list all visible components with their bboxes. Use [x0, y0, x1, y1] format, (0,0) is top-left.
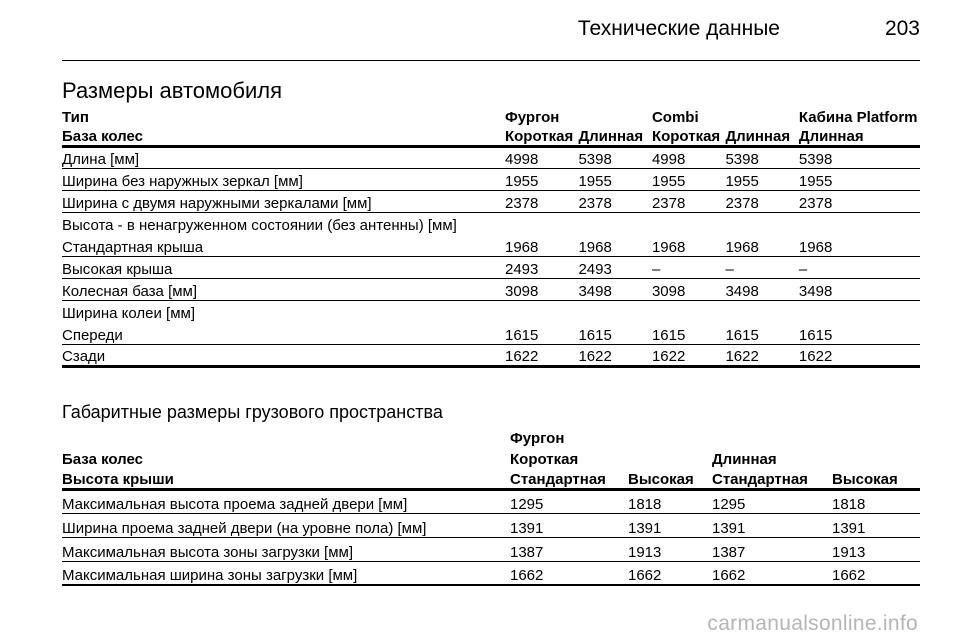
table-cell: 5398 — [578, 146, 651, 168]
table-cell: 1615 — [578, 322, 651, 344]
table-cell: 3098 — [652, 278, 725, 300]
table-cell: 1622 — [578, 344, 651, 366]
table-cell — [652, 212, 725, 234]
table-row — [62, 344, 920, 366]
table-cell: 5398 — [725, 146, 798, 168]
header-cell: Короткая — [505, 126, 578, 146]
header-cell: Фургон — [510, 430, 565, 447]
table-cell: 1955 — [799, 168, 920, 190]
table-cell: 1387 — [712, 537, 832, 561]
table-cell: 3498 — [725, 278, 798, 300]
table-cell: 2378 — [652, 190, 725, 212]
section-title-vehicle-dimensions: Размеры автомобиля — [62, 78, 283, 103]
header-cell — [832, 426, 920, 447]
table-row — [62, 278, 920, 300]
table-header-row — [62, 426, 920, 447]
table-cell — [578, 212, 651, 234]
table-cell: 2378 — [799, 190, 920, 212]
row-label: Ширина колеи [мм] — [62, 305, 195, 322]
watermark: carmanualsonline.info — [707, 612, 918, 635]
table-row — [62, 300, 920, 322]
table-cell: 1622 — [652, 344, 725, 366]
row-label: Спереди — [62, 322, 505, 344]
table-cell: 1615 — [799, 322, 920, 344]
table-cell: 1913 — [832, 537, 920, 561]
table-row — [62, 212, 920, 234]
table-row — [62, 489, 920, 513]
table-row — [62, 513, 920, 537]
table-cell: 3098 — [505, 278, 578, 300]
table-cell: 1391 — [832, 513, 920, 537]
row-label: Стандартная крыша — [62, 234, 505, 256]
table-cell: 1295 — [712, 489, 832, 513]
header-cell: Combi — [651, 109, 699, 126]
header-cell: Тип — [62, 109, 89, 126]
header-cell: Длинная — [725, 126, 798, 146]
header-cell — [578, 106, 651, 126]
table-cell: 5398 — [799, 146, 920, 168]
table-cell — [652, 300, 725, 322]
header-cell — [832, 447, 920, 468]
header-cell: База колес — [62, 126, 505, 146]
table-cell: 1615 — [725, 322, 798, 344]
table-cell: 1391 — [628, 513, 712, 537]
section-title-cargo-dimensions: Габаритные размеры грузового пространства — [62, 402, 443, 422]
table-cell — [505, 300, 578, 322]
table-cell — [505, 212, 578, 234]
table-header-row — [62, 468, 920, 489]
table-cell: 1955 — [725, 168, 798, 190]
table-row — [62, 537, 920, 561]
header-cell: Короткая — [510, 451, 579, 468]
table-cell: 3498 — [578, 278, 651, 300]
table-cell: 1662 — [712, 561, 832, 585]
table-cell: 1968 — [505, 234, 578, 256]
table-cell: 4998 — [505, 146, 578, 168]
page-number: 203 — [884, 17, 920, 40]
page-title: Технические данные — [577, 17, 780, 40]
table-cell: 4998 — [652, 146, 725, 168]
table-cell — [578, 300, 651, 322]
table-cell — [799, 212, 920, 234]
table-cell: – — [799, 256, 920, 278]
row-label: Максимальная ширина зоны загрузки [мм] — [62, 561, 510, 585]
row-label: Длина [мм] — [62, 146, 505, 168]
table-row — [62, 234, 920, 256]
table-cell: 1968 — [652, 234, 725, 256]
table-cell: 1622 — [505, 344, 578, 366]
table-cell — [725, 300, 798, 322]
row-label: Ширина без наружных зеркал [мм] — [62, 168, 505, 190]
header-cell: Высокая — [628, 468, 712, 489]
table-cell: 1955 — [505, 168, 578, 190]
table-header-row — [62, 447, 920, 468]
table-cell — [725, 212, 798, 234]
header-cell: Высокая — [832, 468, 920, 489]
table-row — [62, 190, 920, 212]
header-divider — [62, 60, 920, 61]
table-cell: 1387 — [510, 537, 628, 561]
table-cell: 1615 — [505, 322, 578, 344]
table-cell: 1818 — [832, 489, 920, 513]
header-cell — [628, 447, 712, 468]
table-header-row — [62, 126, 920, 146]
row-label: Максимальная высота проема задней двери [мм] — [62, 489, 510, 513]
table-cell: 1622 — [799, 344, 920, 366]
table-cell: 1968 — [799, 234, 920, 256]
row-label: Сзади — [62, 344, 505, 366]
header-cell: Длинная — [578, 126, 651, 146]
table-cell: 1662 — [510, 561, 628, 585]
table-cell: – — [725, 256, 798, 278]
header-cell: Длинная — [712, 451, 777, 468]
header-cell — [62, 426, 510, 447]
table-cell: 2378 — [578, 190, 651, 212]
header-cell: Стандартная — [712, 468, 832, 489]
table-cell: 1968 — [578, 234, 651, 256]
table-row — [62, 322, 920, 344]
table-cell: 1622 — [725, 344, 798, 366]
header-cell — [628, 426, 712, 447]
page-header — [0, 0, 960, 62]
row-label: Высота - в ненагруженном состоянии (без антенны) [мм] — [62, 217, 457, 234]
row-label: Высокая крыша — [62, 256, 505, 278]
header-cell: Фургон — [504, 109, 560, 126]
table-cell: 2378 — [505, 190, 578, 212]
table-cell: 1662 — [832, 561, 920, 585]
table-cell: 2378 — [725, 190, 798, 212]
table-cell: 1818 — [628, 489, 712, 513]
table-row — [62, 168, 920, 190]
row-label: Максимальная высота зоны загрузки [мм] — [62, 537, 510, 561]
table-cell — [799, 300, 920, 322]
header-cell — [712, 426, 832, 447]
table-cell: 1391 — [510, 513, 628, 537]
table-row — [62, 561, 920, 585]
header-cell: Стандартная — [510, 468, 628, 489]
table-cell: 2493 — [578, 256, 651, 278]
table-cell: 1913 — [628, 537, 712, 561]
table-cell: 1955 — [652, 168, 725, 190]
cargo-dimensions-table — [62, 426, 920, 586]
table-row — [62, 256, 920, 278]
table-row — [62, 146, 920, 168]
vehicle-dimensions-table — [62, 106, 920, 368]
header-cell: База колес — [62, 451, 143, 468]
row-label: Колесная база [мм] — [62, 278, 505, 300]
table-cell: 1295 — [510, 489, 628, 513]
header-cell — [725, 106, 798, 126]
table-cell: 1955 — [578, 168, 651, 190]
table-cell: 3498 — [799, 278, 920, 300]
header-cell: Длинная — [799, 126, 920, 146]
table-cell: 2493 — [505, 256, 578, 278]
header-cell: Высота крыши — [62, 468, 510, 489]
table-header-row — [62, 106, 920, 126]
row-label: Ширина с двумя наружными зеркалами [мм] — [62, 190, 505, 212]
header-cell: Короткая — [652, 126, 725, 146]
table-cell: – — [652, 256, 725, 278]
table-cell: 1615 — [652, 322, 725, 344]
row-label: Ширина проема задней двери (на уровне пола) [мм] — [62, 513, 510, 537]
table-cell: 1662 — [628, 561, 712, 585]
table-cell: 1968 — [725, 234, 798, 256]
header-cell: Кабина Platform — [798, 109, 918, 126]
table-cell: 1391 — [712, 513, 832, 537]
